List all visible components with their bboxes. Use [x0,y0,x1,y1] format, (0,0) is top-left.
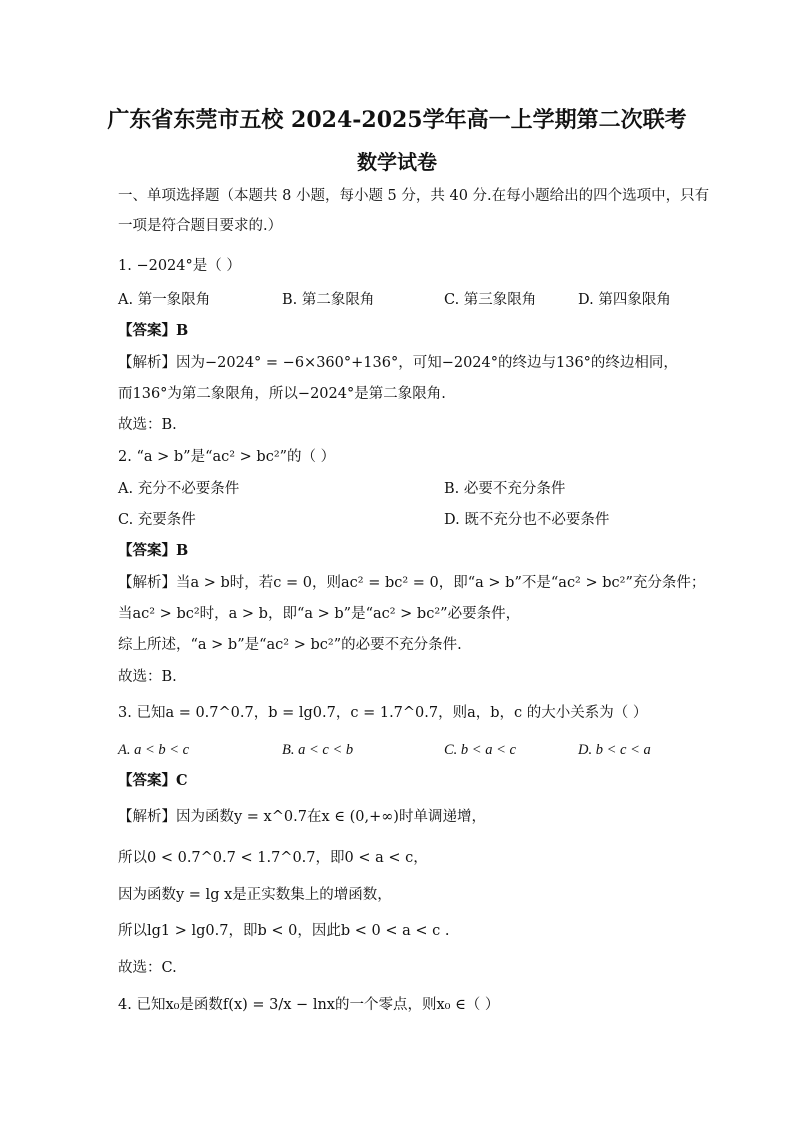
section-heading-cont: 一项是符合题目要求的.） [118,218,283,234]
document-subtitle: 数学试卷 [357,150,437,174]
question-3-option-b: B. a < c < b [282,742,354,758]
question-3-option-d: D. b < c < a [578,742,651,758]
question-3-answer: 【答案】C [118,772,188,789]
question-2-analysis-3: 综上所述，“a > b”是“ac² > bc²”的必要不充分条件. [118,637,462,653]
question-3-analysis-1: 【解析】因为函数y = x^0.7在x ∈ (0,+∞)时单调递增， [118,809,486,825]
section-heading: 一、单项选择题（本题共 8 小题，每小题 5 分，共 40 分.在每小题给出的四个选项中，只有 [118,188,710,204]
question-1-option-a: A. 第一象限角 [118,292,211,308]
question-1-option-d: D. 第四象限角 [578,292,671,308]
question-3-analysis-5: 故选：C. [118,960,177,976]
question-1-analysis-3: 故选：B. [118,417,177,433]
question-1-analysis-1: 【解析】因为−2024° = −6×360°+136°，可知−2024°的终边与136°的终边相同， [118,355,678,371]
question-2-option-c: C. 充要条件 [118,512,196,528]
question-3-analysis-3: 因为函数y = lg x是正实数集上的增函数， [118,887,392,903]
question-2-analysis-2: 当ac² > bc²时，a > b，即“a > b”是“ac² > bc²”必要条件， [118,606,521,622]
question-2-option-a: A. 充分不必要条件 [118,481,240,497]
question-1-option-b: B. 第二象限角 [282,292,375,308]
document-title: 广东省东莞市五校 2024-2025学年高一上学期第二次联考 [107,107,687,133]
question-3-stem: 3. 已知a = 0.7^0.7，b = lg0.7，c = 1.7^0.7，则a，b，c 的大小关系为（ ） [118,705,648,721]
question-1-analysis-2: 而136°为第二象限角，所以−2024°是第二象限角. [118,386,446,402]
question-1-stem: 1. −2024°是（ ） [118,258,241,274]
question-2-answer: 【答案】B [118,542,189,559]
question-2-option-d: D. 既不充分也不必要条件 [444,512,610,528]
question-1-answer: 【答案】B [118,322,189,339]
question-2-analysis-1: 【解析】当a > b时，若c = 0，则ac² = bc² = 0，即“a > b”不是“ac² > bc²”充分条件； [118,575,706,591]
question-2-stem: 2. “a > b”是“ac² > bc²”的（ ） [118,449,336,465]
question-2-analysis-4: 故选：B. [118,669,177,685]
question-3-analysis-2: 所以0 < 0.7^0.7 < 1.7^0.7，即0 < a < c， [118,850,428,866]
question-1-option-c: C. 第三象限角 [444,292,537,308]
question-4-stem: 4. 已知x₀是函数f(x) = 3/x − lnx的一个零点，则x₀ ∈（ ） [118,997,500,1013]
question-2-option-b: B. 必要不充分条件 [444,481,566,497]
question-3-option-c: C. b < a < c [444,742,516,758]
question-3-option-a: A. a < b < c [118,742,190,758]
question-3-analysis-4: 所以lg1 > lg0.7，即b < 0，因此b < 0 < a < c . [118,923,450,939]
